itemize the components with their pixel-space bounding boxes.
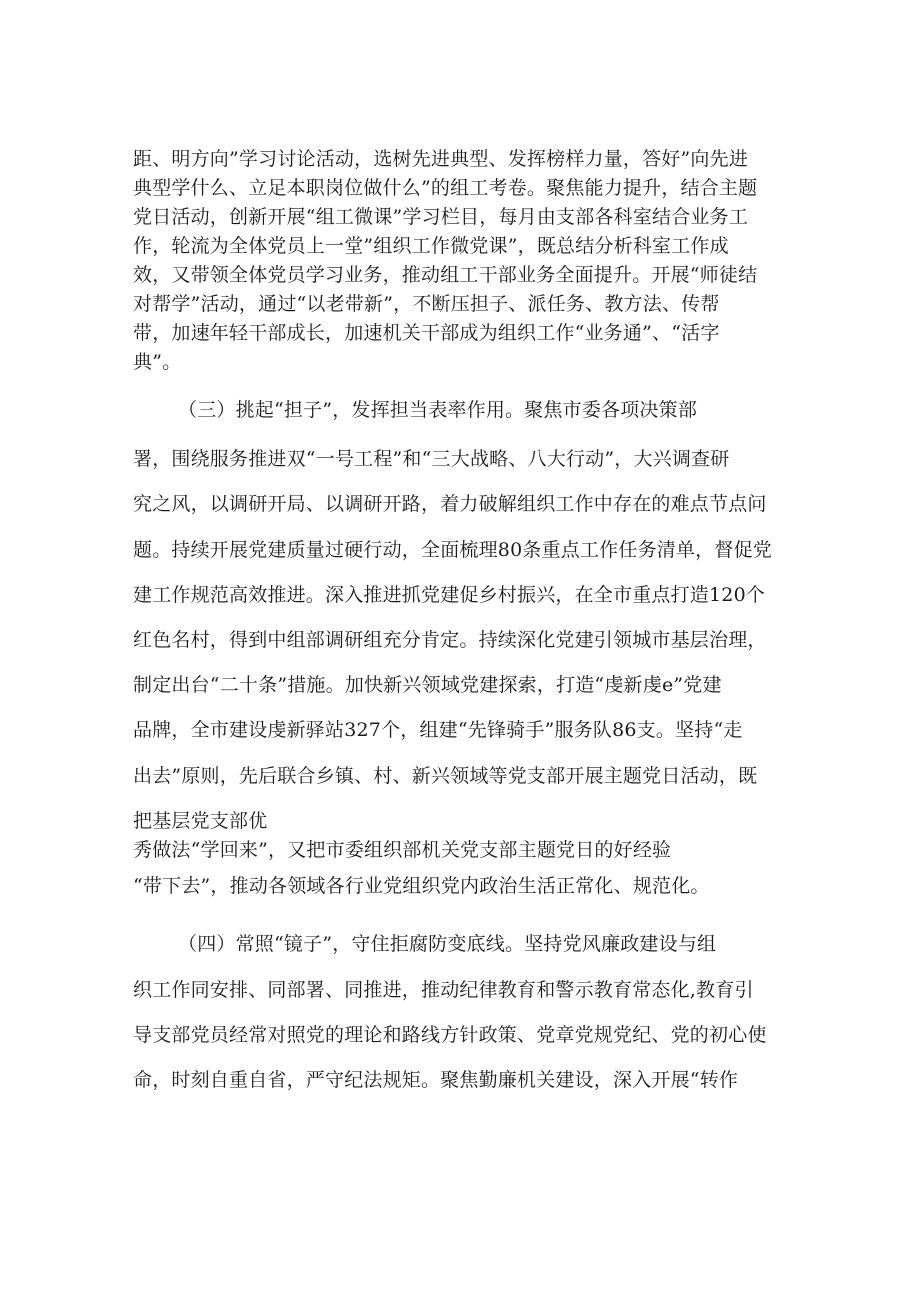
section-heading-line: （四）常照“镜子”，守住拒腐防变底线。坚持党风廉政建设与组 (178, 933, 717, 955)
text-line: 典”。 (133, 351, 182, 373)
section-heading-line: （三）挑起“担子”，发挥担当表率作用。聚焦市委各项决策部 (178, 399, 698, 421)
text-line: 对帮学”活动，通过“以老带新”，不断压担子、派任务、教方法、传帮 (133, 293, 720, 315)
text-line: 署，围绕服务推进双“一号工程”和“三大战略、八大行动”，大兴调查研 (133, 448, 730, 470)
text-line: 品牌，全市建设虔新驿站327个，组建“先锋骑手”服务队86支。坚持“走 (133, 719, 743, 741)
text-line: 典型学什么、立足本职岗位做什么”的组工考卷。聚焦能力提升，结合主题 (133, 177, 758, 199)
text-line: 建工作规范高效推进。深入推进抓党建促乡村振兴，在全市重点打造120个 (133, 584, 766, 606)
text-line: 导支部党员经常对照党的理论和路线方针政策、党章党规党纪、党的初心使 (133, 1024, 767, 1046)
text-line: 效，又带领全体党员学习业务，推动组工干部业务全面提升。开展“师徒结 (133, 264, 758, 286)
text-line: 织工作同安排、同部署、同推进，推动纪律教育和警示教育常态化,教育引 (133, 979, 754, 1001)
text-line: 出去”原则，先后联合乡镇、村、新兴领域等党支部开展主题党日活动，既 (133, 765, 758, 787)
text-line: 距、明方向”学习讨论活动，选树先进典型、发挥榜样力量，答好”向先进 (133, 148, 749, 170)
text-line: “带下去”，推动各领域各行业党组织党内政治生活正常化、规范化。 (133, 875, 710, 897)
text-line: 红色名村，得到中组部调研组充分肯定。持续深化党建引领城市基层治理， (133, 629, 767, 651)
text-line: 命，时刻自重自省，严守纪法规矩。聚焦勤廉机关建设，深入开展“转作 (133, 1069, 739, 1091)
text-line: 秀做法“学回来”，又把市委组织部机关党支部主题党日的好经验 (133, 839, 672, 861)
text-line: 作，轮流为全体党员上一堂”组织工作微党课”，既总结分析科室工作成 (133, 235, 729, 257)
text-line: 党日活动，创新开展“组工微课”学习栏目，每月由支部各科室结合业务工 (133, 206, 749, 228)
text-line: 题。持续开展党建质量过硬行动，全面梳理80条重点工作任务清单，督促党 (133, 539, 772, 561)
text-line: 究之风，以调研开局、以调研开路，着力破解组织工作中存在的难点节点问 (133, 493, 767, 515)
text-line: 带，加速年轻干部成长，加速机关干部成为组织工作“业务通”、“活字 (133, 322, 720, 344)
text-line: 把基层党支部优 (133, 810, 268, 832)
text-line: 制定出台“二十条”措施。加快新兴领域党建探索，打造“虔新虔e”党建 (133, 674, 722, 696)
